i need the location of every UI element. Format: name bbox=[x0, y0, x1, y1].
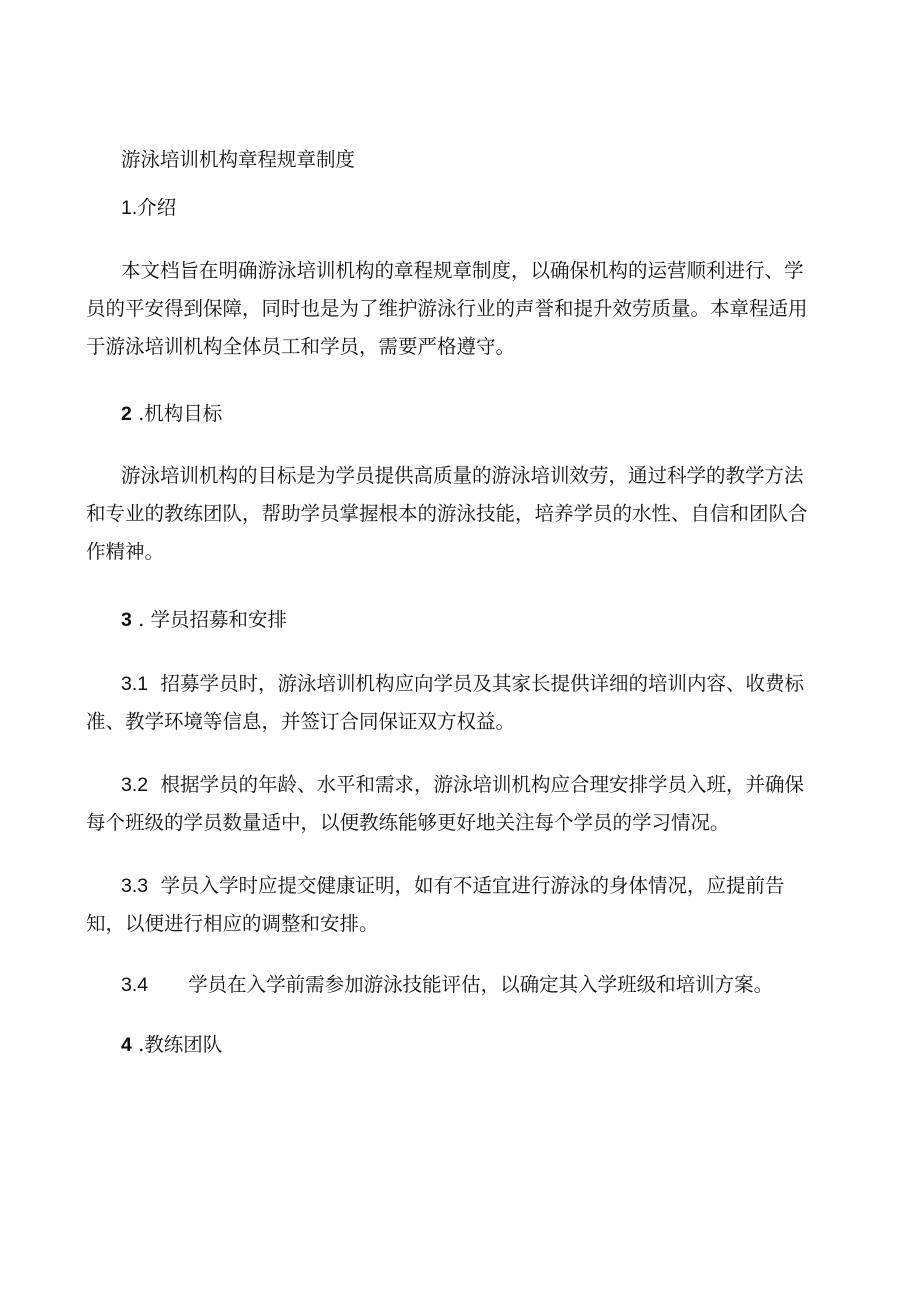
clause-3-4-number: 3.4 bbox=[121, 974, 149, 996]
document-title bbox=[121, 142, 828, 178]
clause-3-1-number: 3.1 bbox=[121, 673, 149, 695]
clause-3-3-line-1: 学员入学时应提交健康证明，如有不适宜进行游泳的身体情况，应提前告 bbox=[160, 874, 785, 897]
section-4-heading-text: .教练团队 bbox=[138, 1033, 223, 1056]
section-1-number: 1. bbox=[121, 197, 138, 219]
clause-3-4 bbox=[86, 966, 828, 1004]
section-4-number: 4 bbox=[121, 1034, 132, 1056]
section-3-heading-text: . 学员招募和安排 bbox=[138, 608, 287, 631]
clause-3-2 bbox=[86, 766, 828, 842]
section-1-paragraph-line-2: 员的平安得到保障，同时也是为了维护游泳行业的声誉和提升效劳质量。本章程适用 bbox=[86, 297, 808, 320]
clause-3-2-line-1: 根据学员的年龄、水平和需求，游泳培训机构应合理安排学员入班，并确保 bbox=[160, 773, 805, 796]
clause-3-2-line-2: 每个班级的学员数量适中，以便教练能够更好地关注每个学员的学习情况。 bbox=[86, 811, 730, 834]
document-title-text: 游泳培训机构章程规章制度 bbox=[121, 148, 356, 171]
section-2-paragraph-line-1: 游泳培训机构的目标是为学员提供高质量的游泳培训效劳，通过科学的教学方法 bbox=[121, 464, 804, 487]
section-1-paragraph-line-1: 本文档旨在明确游泳培训机构的章程规章制度，以确保机构的运营顺利进行、学 bbox=[121, 259, 804, 282]
section-4-heading bbox=[121, 1027, 828, 1063]
section-2-number: 2 bbox=[121, 403, 132, 425]
clause-3-3-number: 3.3 bbox=[121, 875, 149, 897]
section-1-paragraph bbox=[86, 252, 828, 366]
section-3-heading bbox=[121, 602, 828, 638]
section-3-number: 3 bbox=[121, 609, 132, 631]
section-2-paragraph-line-2: 和专业的教练团队，帮助学员掌握根本的游泳技能，培养学员的水性、自信和团队合 bbox=[86, 502, 808, 525]
clause-3-4-line-1: 学员在入学前需参加游泳技能评估，以确定其入学班级和培训方案。 bbox=[188, 973, 774, 996]
section-2-paragraph-line-3: 作精神。 bbox=[86, 540, 165, 563]
section-1-heading-text: 介绍 bbox=[137, 196, 177, 219]
clause-3-3 bbox=[86, 867, 828, 943]
clause-3-1-line-1: 招募学员时，游泳培训机构应向学员及其家长提供详细的培训内容、收费标 bbox=[160, 672, 805, 695]
section-2-heading bbox=[121, 396, 828, 432]
section-1-heading bbox=[121, 190, 828, 226]
clause-3-1 bbox=[86, 665, 828, 741]
section-2-heading-text: .机构目标 bbox=[138, 402, 223, 425]
section-1-paragraph-line-3: 于游泳培训机构全体员工和学员，需要严格遵守。 bbox=[86, 335, 516, 358]
section-2-paragraph bbox=[86, 457, 828, 571]
clause-3-1-line-2: 准、教学环境等信息，并签订合同保证双方权益。 bbox=[86, 710, 516, 733]
clause-3-2-number: 3.2 bbox=[121, 774, 149, 796]
clause-3-3-line-2: 知，以便进行相应的调整和安排。 bbox=[86, 912, 379, 935]
